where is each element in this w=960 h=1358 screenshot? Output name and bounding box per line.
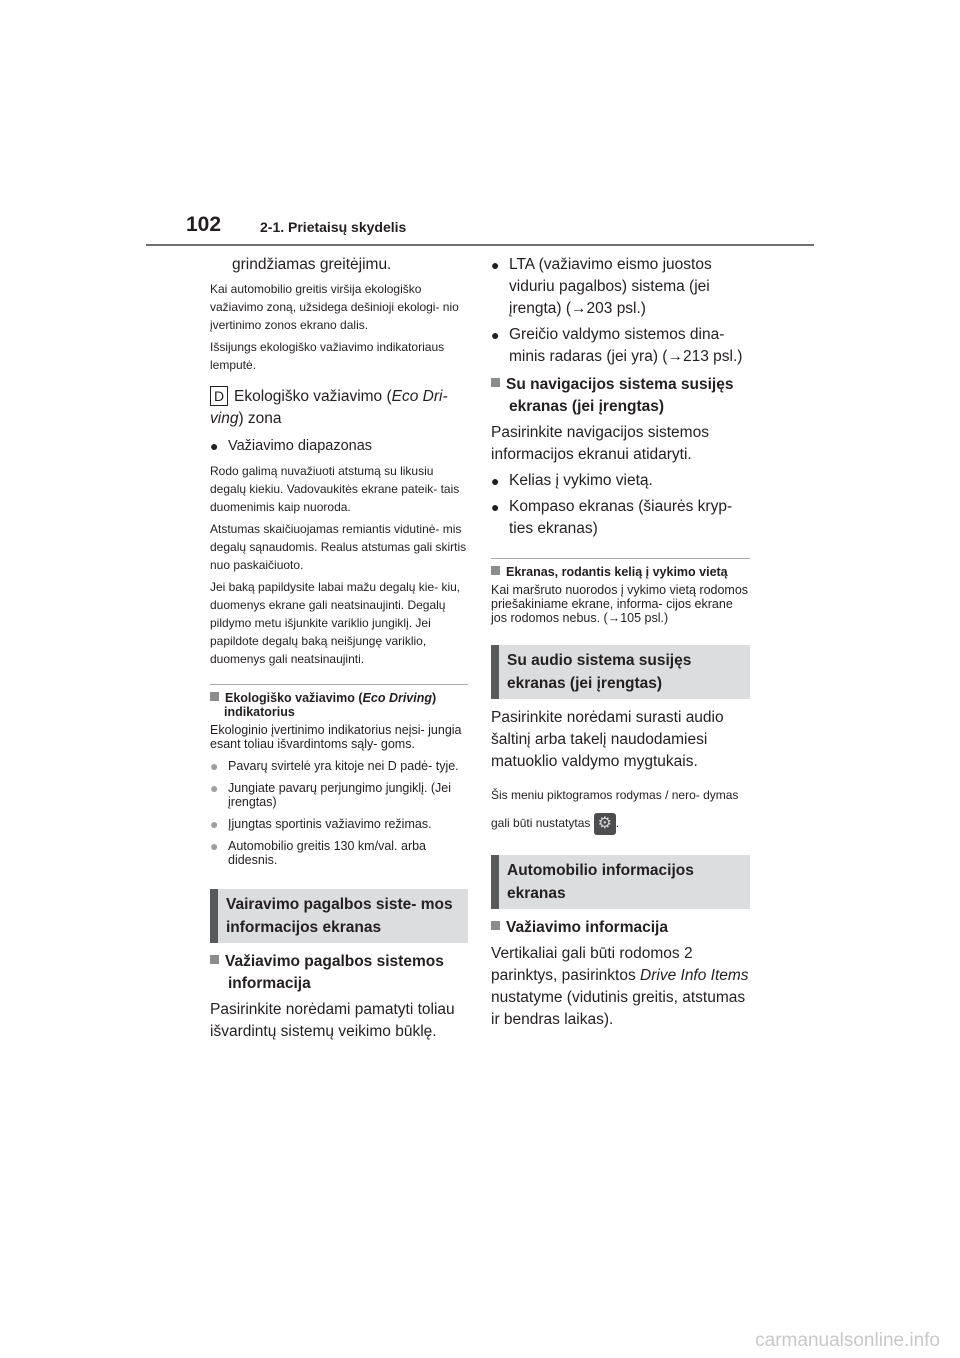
assist-heading: Važiavimo pagalbos sistemos informacija	[210, 951, 468, 995]
audio-text: Pasirinkite norėdami surasti audio šaltinį arba takelį naudodamiesi matuoklio valdymo mygtukais.	[491, 709, 724, 770]
bullet-icon: ●	[210, 816, 219, 832]
square-icon	[491, 378, 500, 387]
zone-d-heading: D Ekologiško važiavimo (Eco Dri- ving) zona	[210, 388, 448, 427]
page-number: 102	[186, 213, 222, 236]
eco-indicator-text: Ekologinio įvertinimo indikatorius neįsi- jungia esant toliau išvardintoms sąly- goms.	[210, 723, 462, 751]
condition-item: ● Jungiate pavarų perjungimo jungiklį. (Jei įrengtas)	[210, 780, 452, 809]
right-column	[491, 254, 750, 1031]
system-item: ● LTA (važiavimo eismo juostos viduriu pagalbos) sistema (jei įrengta) (→203 psl.)	[491, 256, 712, 317]
vehicle-banner: Automobilio informacijos ekranas	[491, 855, 750, 909]
drive-heading: Važiavimo informacija	[491, 917, 750, 939]
route-text: Kai maršruto nuorodos į vykimo vietą rodomos priešakiniame ekrane, informa- cijos ekrane jos rodomos nebus. (→105 psl.)	[491, 583, 749, 625]
gear-icon: ⚙	[594, 813, 616, 835]
eco-indicator-heading: Ekologiško važiavimo (Eco Driving) indikatorius	[210, 691, 468, 719]
divider	[210, 684, 468, 685]
square-icon	[491, 566, 500, 575]
bullet-icon: ●	[210, 838, 219, 854]
range-text-1: Rodo galimą nuvažiuoti atstumą su likusiu degalų kiekiu. Vadovaukitės ekrane pateik- tais duomenimis kaip nuoroda.	[210, 464, 460, 514]
condition-item: ● Automobilio greitis 130 km/val. arba didesnis.	[210, 838, 427, 867]
callout-d: D	[210, 386, 228, 406]
bullet-icon: ●	[210, 758, 219, 774]
drive-text: Vertikaliai gali būti rodomos 2 parinktys, pasirinktos Drive Info Items nustatyme (vidutinis greitis, atstumas ir bendras laikas).	[491, 945, 749, 1028]
bullet-icon: ●	[491, 327, 500, 343]
eco-note-1: Kai automobilio greitis viršija ekologiško važiavimo zoną, užsidega dešinioji ekologi- nio įvertinimo zonos ekrano dalis.	[210, 282, 459, 332]
watermark: carmanualsonline.info	[755, 1330, 940, 1351]
square-icon	[210, 955, 219, 964]
audio-banner: Su audio sistema susijęs ekranas (jei įrengtas)	[491, 645, 750, 699]
bullet-icon: ●	[491, 473, 500, 489]
nav-text: Pasirinkite navigacijos sistemos informacijos ekranui atidaryti.	[491, 424, 709, 463]
route-heading: Ekranas, rodantis kelią į vykimo vietą	[491, 565, 750, 579]
divider	[491, 558, 750, 559]
menu-note: Šis meniu piktogramos rodymas / nero- dymas gali būti nustatytas ⚙ .	[491, 781, 750, 837]
bullet-icon: ●	[491, 499, 500, 515]
bullet-icon: ●	[210, 438, 219, 454]
assist-banner: Vairavimo pagalbos siste- mos informacijos ekranas	[210, 889, 468, 943]
range-text-2: Atstumas skaičiuojamas remiantis vidutinė- mis degalų sąnaudomis. Realus atstumas gali skirtis nuo paskaičiuoto.	[210, 522, 467, 572]
continued-text: grindžiamas greitėjimu.	[232, 256, 392, 273]
range-bullet: ● Važiavimo diapazonas	[210, 438, 373, 454]
condition-item: ● Įjungtas sportinis važiavimo režimas.	[210, 816, 432, 832]
nav-item: ● Kelias į vykimo vietą.	[491, 470, 750, 492]
nav-heading: Su navigacijos sistema susijęs ekranas (jei įrengtas)	[491, 374, 750, 418]
eco-note-2: Išsijungs ekologiško važiavimo indikatoriaus lemputė.	[210, 340, 445, 372]
bullet-icon: ●	[491, 257, 500, 273]
left-column	[210, 254, 468, 1043]
square-icon	[210, 692, 219, 701]
square-icon	[491, 921, 500, 930]
range-text-3: Jei baką papildysite labai mažu degalų kie- kiu, duomenys ekrane gali neatsinaujinti. Degalų pildymo metu išjunkite variklio jungiklį. Jei papildote degalų baką neišjungę variklio, duomenys gali neatsinaujinti.	[210, 580, 461, 666]
condition-item: ● Pavarų svirtelė yra kitoje nei D padė- tyje.	[210, 758, 459, 774]
header-rule	[146, 244, 814, 246]
section-title: 2-1. Prietaisų skydelis	[260, 219, 407, 235]
system-item: ● Greičio valdymo sistemos dina- minis radaras (jei yra) (→213 psl.)	[491, 326, 743, 365]
bullet-icon: ●	[210, 780, 219, 796]
nav-item: ● Kompaso ekranas (šiaurės kryp- ties ekranas)	[491, 498, 733, 537]
assist-text: Pasirinkite norėdami pamatyti toliau išvardintų sistemų veikimo būklę.	[210, 1001, 455, 1040]
